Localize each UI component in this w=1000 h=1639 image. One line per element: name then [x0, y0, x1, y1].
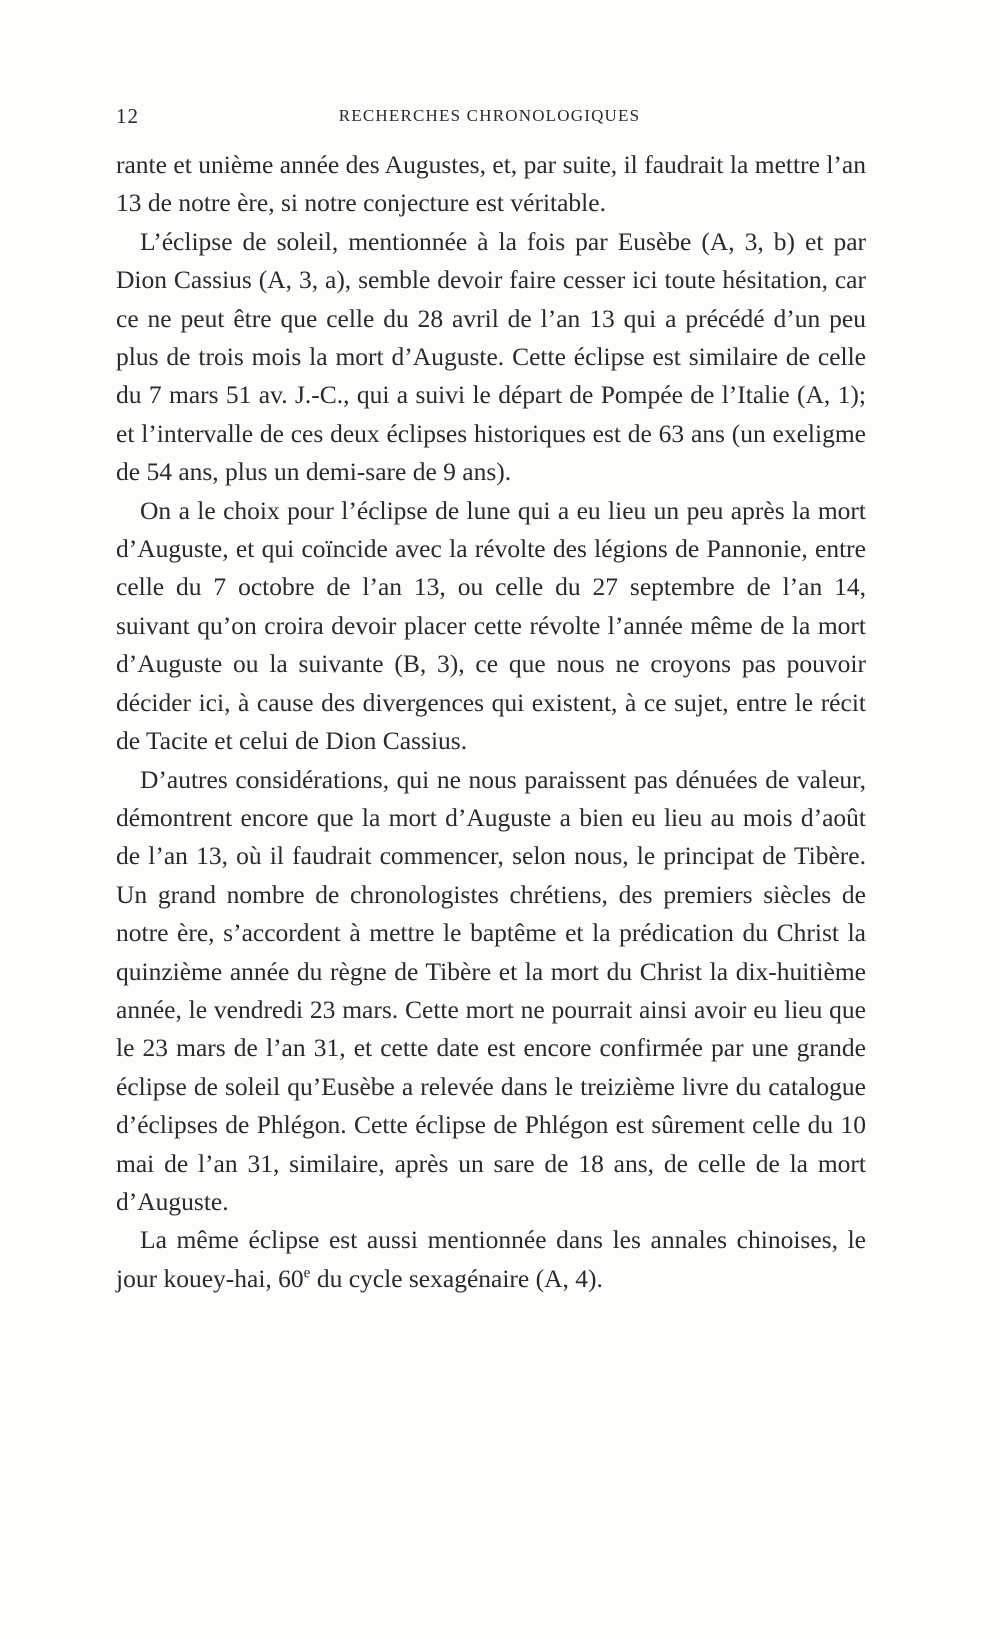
paragraph-5 — [116, 1221, 866, 1298]
page-number: 12 — [116, 104, 139, 128]
paragraph-5-superscript: e — [303, 1264, 311, 1282]
paragraph-4: D’autres considérations, qui ne nous paraissent pas dénuées de valeur, démontrent encore que la mort d’Auguste a bien eu lieu au mois d’août de l’an 13, où il faudrait commencer, selon nous, le principat de Tibère. Un grand nombre de chronologistes chrétiens, des premiers siècles de notre ère, s’accordent à mettre le baptême et la prédication du Christ la quinzième année du règne de Tibère et la mort du Christ la dix-huitième année, le vendredi 23 mars. Cette mort ne pourrait ainsi avoir eu lieu que le 23 mars de l’an 31, et cette date est encore confirmée par une grande éclipse de soleil qu’Eusèbe a relevée dans le treizième livre du catalogue d’éclipses de Phlégon. Cette éclipse de Phlégon est sûrement celle du 10 mai de l’an 31, similaire, après un sare de 18 ans, de celle de la mort d’Auguste. — [116, 764, 866, 1216]
paragraph-5-text-end: du cycle sexagénaire (A, 4). — [310, 1263, 603, 1293]
paragraph-2: L’éclipse de soleil, mentionnée à la fois par Eusèbe (A, 3, b) et par Dion Cassius (A, 3, a), semble devoir faire cesser ici toute hésitation, car ce ne peut être que celle du 28 avril de l’an 13 qui a précédé d’un peu plus de trois mois la mort d’Auguste. Cette éclipse est similaire de celle du 7 mars 51 av. J.-C., qui a suivi le départ de Pompée de l’Italie (A, 1); et l’intervalle de ces deux éclipses historiques est de 63 ans (un exeligme de 54 ans, plus un demi-sare de 9 ans). — [116, 226, 866, 487]
body-text — [116, 146, 866, 1298]
paragraph-1: rante et unième année des Augustes, et, par suite, il faudrait la mettre l’an 13 de notre ère, si notre conjecture est véritable. — [116, 150, 866, 218]
paragraph-3: On a le choix pour l’éclipse de lune qui a eu lieu un peu après la mort d’Auguste, et qui coïncide avec la révolte des légions de Pannonie, entre celle du 7 octobre de l’an 13, ou celle du 27 septembre de l’an 14, suivant qu’on croira devoir placer cette révolte l’année même de la mort d’Auguste ou la suivante (B, 3), ce que nous ne croyons pas pouvoir décider ici, à cause des divergences qui existent, à ce sujet, entre le récit de Tacite et celui de Dion Cassius. — [116, 495, 866, 756]
page-header — [116, 104, 863, 134]
paragraph-5-text: La même éclipse est aussi mentionnée dans les annales chinoises, le jour kouey-hai, 60 — [116, 1225, 866, 1293]
running-title: RECHERCHES CHRONOLOGIQUES — [338, 106, 641, 125]
